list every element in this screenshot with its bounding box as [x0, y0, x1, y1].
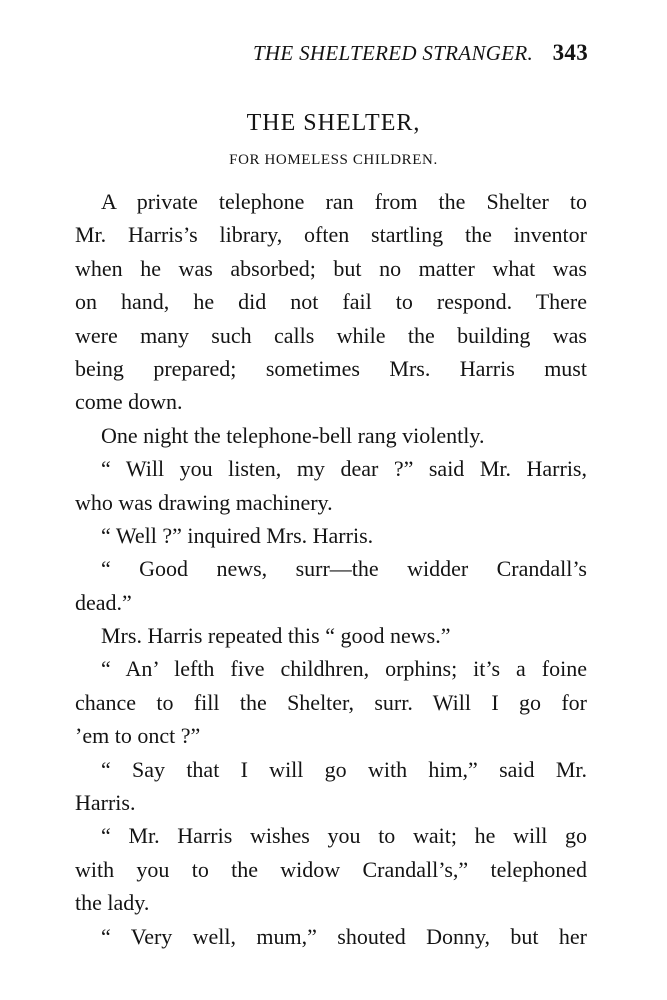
text-line: “ Will you listen, my dear ?” said Mr. Harris,: [101, 456, 587, 482]
text-line: A private telephone ran from the Shelter to: [101, 189, 587, 214]
chapter-title: THE SHELTER,: [246, 110, 421, 136]
text-line: who was drawing machinery.: [75, 489, 333, 515]
text-line: ’em to onct ?”: [75, 723, 201, 749]
running-title: THE SHELTERED STRANGER.: [252, 41, 534, 65]
page-number: 343: [552, 40, 588, 65]
text-line: chance to fill the Shelter, surr. Will I go for: [75, 689, 587, 715]
text-line: One night the telephone-bell rang violently.: [101, 422, 485, 448]
running-header: [0, 40, 588, 66]
text-line: the lady.: [75, 890, 150, 916]
text-line: “ Say that I will go with him,” said Mr.: [101, 756, 587, 782]
text-line: “ An’ lefth five childhren, orphins; it’s a foine: [101, 656, 587, 682]
text-line: “ Very well, mum,” shouted Donny, but her: [101, 923, 587, 949]
text-line: dead.”: [75, 589, 132, 615]
text-line: Mrs. Harris repeated this “ good news.”: [101, 623, 451, 649]
text-line: come down.: [75, 389, 183, 415]
text-line: were many such calls while the building was: [75, 322, 587, 348]
body-text: [75, 185, 587, 953]
text-line: “ Mr. Harris wishes you to wait; he will go: [101, 823, 587, 849]
text-line: “ Well ?” inquired Mrs. Harris.: [101, 522, 374, 548]
text-line: “ Good news, surr—the widder Crandall’s: [101, 556, 587, 582]
text-line: with you to the widow Crandall’s,” telephoned: [75, 856, 587, 882]
chapter-subtitle: FOR HOMELESS CHILDREN.: [229, 152, 438, 168]
text-line: when he was absorbed; but no matter what was: [75, 255, 587, 281]
text-line: Harris.: [75, 790, 136, 816]
text-line: being prepared; sometimes Mrs. Harris must: [75, 355, 587, 381]
text-line: on hand, he did not fail to respond. There: [75, 289, 587, 315]
text-line: Mr. Harris’s library, often startling the inventor: [75, 222, 587, 248]
